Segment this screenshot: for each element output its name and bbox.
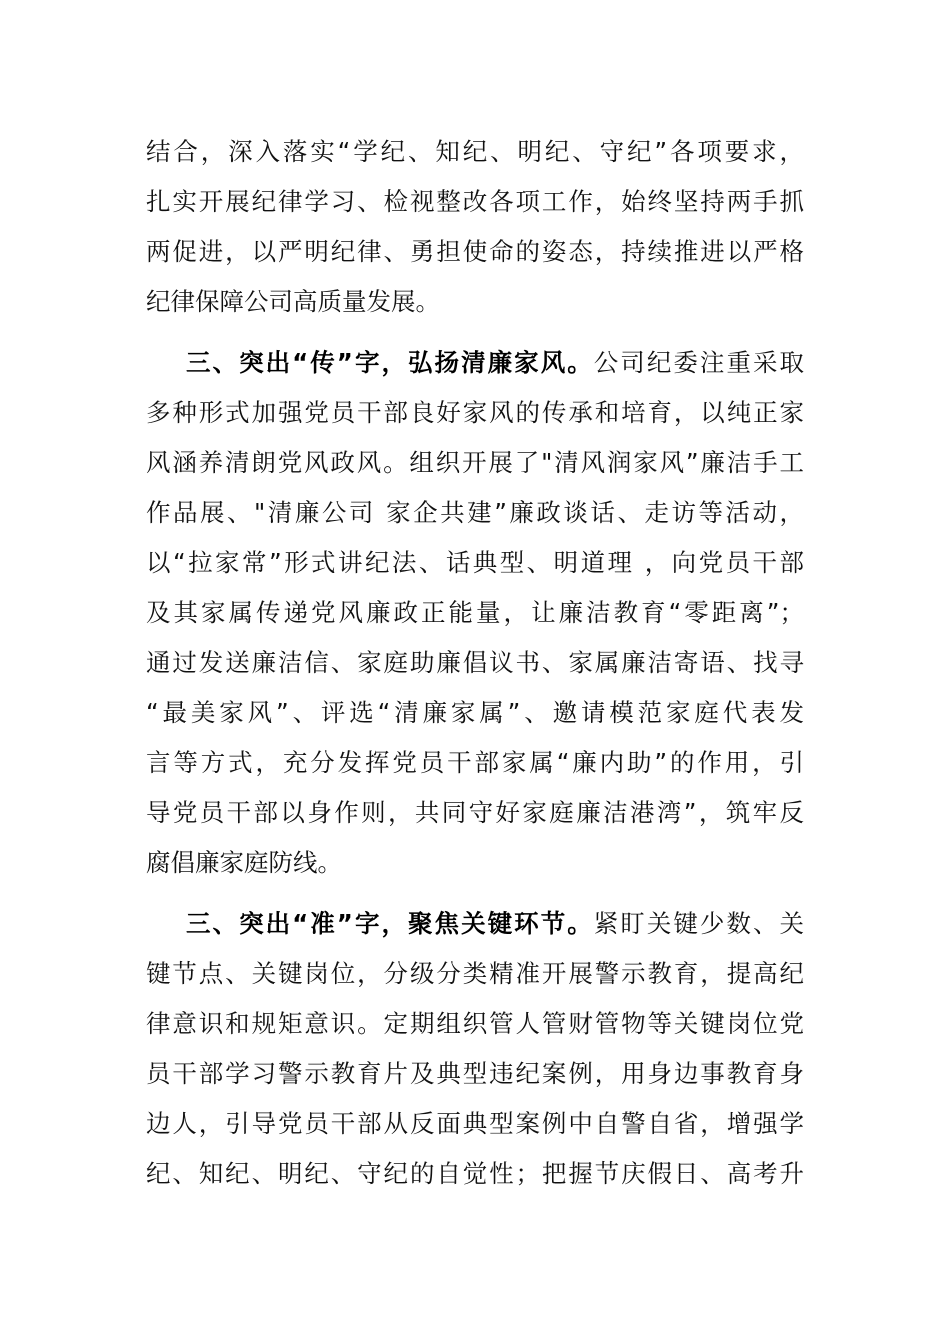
paragraph-2-line-2: 多种形式加强党员干部良好家风的传承和培育，以纯正家 — [146, 398, 804, 427]
paragraph-3-line-6: 纪、知纪、明纪、守纪的自觉性；把握节庆假日、高考升 — [146, 1159, 804, 1188]
paragraph-2-line-6: 及其家属传递党风廉政正能量，让廉洁教育“零距离”； — [146, 598, 804, 627]
paragraph-1-line-3: 两促进，以严明纪律、勇担使命的姿态，持续推进以严格 — [146, 237, 804, 266]
paragraph-1-line-1: 结合，深入落实“学纪、知纪、明纪、守纪”各项要求， — [146, 137, 804, 166]
paragraph-2-line-10: 导党员干部以身作则，共同守好家庭廉洁港湾”，筑牢反 — [146, 798, 804, 827]
paragraph-2-heading: 三、突出“传”字，弘扬清廉家风。 — [186, 348, 594, 377]
paragraph-2-line-5: 以“拉家常”形式讲纪法、话典型、明道理 ，向党员干部 — [146, 548, 804, 577]
paragraph-2-line-1 — [186, 343, 804, 383]
paragraph-2-line-11: 腐倡廉家庭防线。 — [146, 848, 342, 877]
paragraph-3-heading: 三、突出“准”字，聚焦关键环节。 — [186, 909, 594, 938]
paragraph-3-line-5: 边人，引导党员干部从反面典型案例中自警自省，增强学 — [146, 1109, 804, 1138]
paragraph-2-line-4: 作品展、"清廉公司 家企共建”廉政谈话、走访等活动， — [146, 498, 804, 527]
paragraph-3-line-4: 员干部学习警示教育片及典型违纪案例，用身边事教育身 — [146, 1059, 804, 1088]
paragraph-3-line-1 — [186, 904, 804, 944]
paragraph-2-line-1-text: 公司纪委注重采取 — [593, 348, 805, 377]
paragraph-2-line-3: 风涵养清朗党风政风。组织开展了"清风润家风”廉洁手工 — [146, 448, 804, 477]
paragraph-1-line-2: 扎实开展纪律学习、检视整改各项工作，始终坚持两手抓 — [146, 187, 804, 216]
paragraph-3-line-1-text: 紧盯关键少数、关 — [593, 909, 805, 938]
paragraph-2-line-7: 通过发送廉洁信、家庭助廉倡议书、家属廉洁寄语、找寻 — [146, 648, 804, 677]
paragraph-3-line-3: 律意识和规矩意识。定期组织管人管财管物等关键岗位党 — [146, 1009, 804, 1038]
paragraph-2-line-8: “最美家风”、评选“清廉家属”、邀请模范家庭代表发 — [146, 698, 804, 727]
paragraph-3-line-2: 键节点、关键岗位，分级分类精准开展警示教育，提高纪 — [146, 959, 804, 988]
paragraph-2-line-9: 言等方式，充分发挥党员干部家属“廉内助”的作用，引 — [146, 748, 804, 777]
paragraph-1-line-4: 纪律保障公司高质量发展。 — [146, 287, 440, 316]
